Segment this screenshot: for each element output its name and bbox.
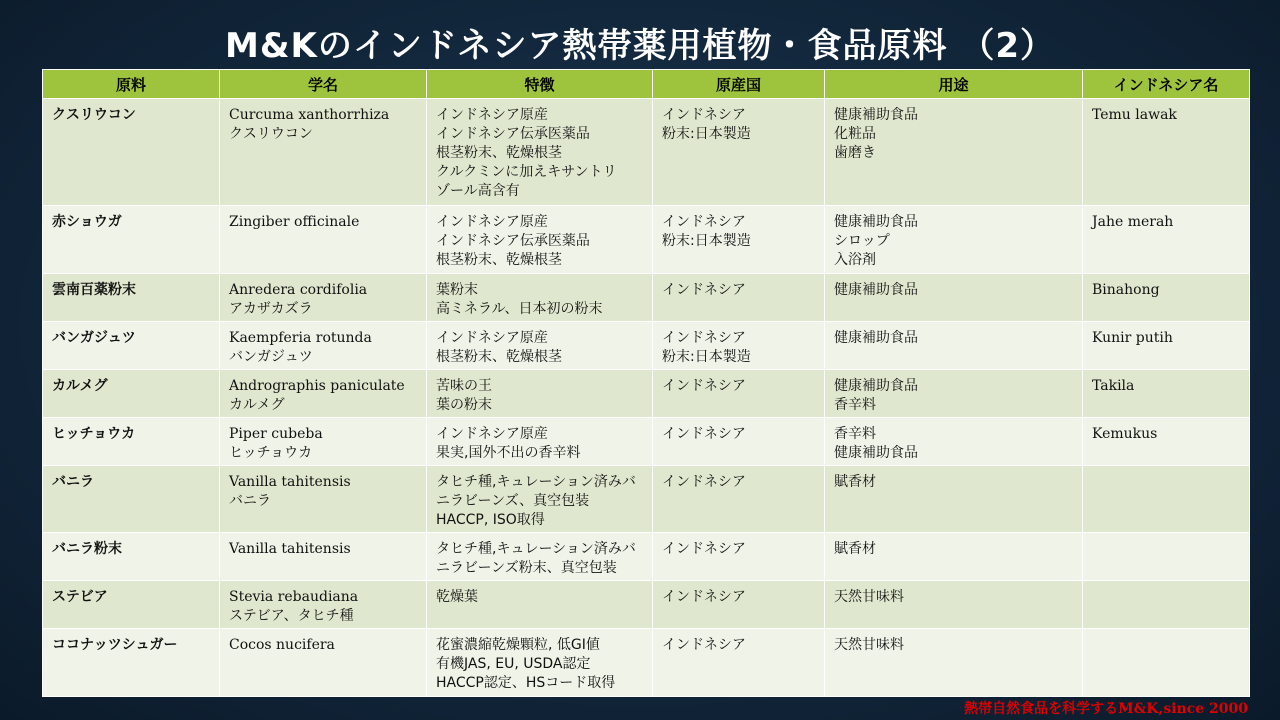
cell-ingredient: カルメグ	[43, 370, 220, 418]
cell-scientific-name: Curcuma xanthorrhiza クスリウコン	[220, 99, 427, 206]
footer-tagline: 熱帯自然食品を科学するM&K,since 2000	[964, 701, 1248, 717]
cell-features: インドネシア原産 根茎粉末、乾燥根茎	[427, 322, 653, 370]
cell-features: インドネシア原産 インドネシア伝承医薬品 根茎粉末、乾燥根茎 クルクミンに加えキサントリ ゾール高含有	[427, 99, 653, 206]
cell-scientific-name: Zingiber officinale	[220, 206, 427, 274]
cell-uses: 賦香材	[825, 533, 1083, 581]
table-row	[43, 418, 1250, 466]
cell-uses: 天然甘味料	[825, 629, 1083, 697]
cell-ingredient: バニラ粉末	[43, 533, 220, 581]
column-header-uses: 用途	[825, 70, 1083, 99]
cell-indonesian-name: Binahong	[1083, 274, 1250, 322]
cell-origin: インドネシア 粉末:日本製造	[653, 99, 825, 206]
cell-scientific-name: Vanilla tahitensis	[220, 533, 427, 581]
cell-uses: 健康補助食品 化粧品 歯磨き	[825, 99, 1083, 206]
page-title: M&Kのインドネシア熱帯薬用植物・食品原料 （2）	[225, 26, 1055, 66]
cell-ingredient: バニラ	[43, 466, 220, 533]
cell-ingredient: 赤ショウガ	[43, 206, 220, 274]
cell-uses: 香辛料 健康補助食品	[825, 418, 1083, 466]
cell-indonesian-name: Takila	[1083, 370, 1250, 418]
cell-origin: インドネシア	[653, 533, 825, 581]
table-row	[43, 533, 1250, 581]
cell-origin: インドネシア 粉末:日本製造	[653, 206, 825, 274]
cell-indonesian-name: Kunir putih	[1083, 322, 1250, 370]
table-row	[43, 206, 1250, 274]
cell-uses: 健康補助食品 シロップ 入浴剤	[825, 206, 1083, 274]
cell-indonesian-name	[1083, 466, 1250, 533]
cell-ingredient: ステビア	[43, 581, 220, 629]
cell-origin: インドネシア	[653, 370, 825, 418]
cell-origin: インドネシア 粉末:日本製造	[653, 322, 825, 370]
cell-features: 苦味の王 葉の粉末	[427, 370, 653, 418]
column-header-indonesian-name: インドネシア名	[1083, 70, 1250, 99]
cell-scientific-name: Kaempferia rotunda バンガジュツ	[220, 322, 427, 370]
cell-origin: インドネシア	[653, 629, 825, 697]
column-header-features: 特徴	[427, 70, 653, 99]
cell-indonesian-name: Temu lawak	[1083, 99, 1250, 206]
cell-indonesian-name	[1083, 629, 1250, 697]
cell-uses: 健康補助食品	[825, 322, 1083, 370]
column-header-scientific-name: 学名	[220, 70, 427, 99]
table-row	[43, 274, 1250, 322]
cell-origin: インドネシア	[653, 418, 825, 466]
cell-features: インドネシア原産 果実,国外不出の香辛料	[427, 418, 653, 466]
cell-features: タヒチ種,キュレーション済みバ ニラビーンズ、真空包装 HACCP, ISO取得	[427, 466, 653, 533]
cell-features: 乾燥葉	[427, 581, 653, 629]
cell-features: 花蜜濃縮乾燥顆粒, 低GI値 有機JAS, EU, USDA認定 HACCP認定、HSコード取得	[427, 629, 653, 697]
table-row	[43, 629, 1250, 697]
cell-uses: 健康補助食品 香辛料	[825, 370, 1083, 418]
cell-features: インドネシア原産 インドネシア伝承医薬品 根茎粉末、乾燥根茎	[427, 206, 653, 274]
table-row	[43, 581, 1250, 629]
cell-uses: 賦香材	[825, 466, 1083, 533]
table-header-row	[43, 70, 1250, 99]
cell-scientific-name: Vanilla tahitensis バニラ	[220, 466, 427, 533]
cell-scientific-name: Anredera cordifolia アカザカズラ	[220, 274, 427, 322]
cell-ingredient: バンガジュツ	[43, 322, 220, 370]
cell-origin: インドネシア	[653, 274, 825, 322]
ingredients-table	[42, 69, 1250, 697]
table-row	[43, 99, 1250, 206]
cell-ingredient: クスリウコン	[43, 99, 220, 206]
cell-origin: インドネシア	[653, 466, 825, 533]
table-row	[43, 322, 1250, 370]
cell-ingredient: ヒッチョウカ	[43, 418, 220, 466]
cell-scientific-name: Stevia rebaudiana ステビア、タヒチ種	[220, 581, 427, 629]
cell-features: 葉粉末 高ミネラル、日本初の粉末	[427, 274, 653, 322]
cell-indonesian-name: Kemukus	[1083, 418, 1250, 466]
cell-scientific-name: Andrographis paniculate カルメグ	[220, 370, 427, 418]
cell-indonesian-name	[1083, 581, 1250, 629]
cell-indonesian-name: Jahe merah	[1083, 206, 1250, 274]
cell-ingredient: 雲南百薬粉末	[43, 274, 220, 322]
table-row	[43, 370, 1250, 418]
cell-uses: 天然甘味料	[825, 581, 1083, 629]
cell-scientific-name: Piper cubeba ヒッチョウカ	[220, 418, 427, 466]
cell-scientific-name: Cocos nucifera	[220, 629, 427, 697]
cell-ingredient: ココナッツシュガー	[43, 629, 220, 697]
cell-origin: インドネシア	[653, 581, 825, 629]
cell-indonesian-name	[1083, 533, 1250, 581]
column-header-origin: 原産国	[653, 70, 825, 99]
cell-uses: 健康補助食品	[825, 274, 1083, 322]
cell-features: タヒチ種,キュレーション済みバ ニラビーンズ粉末、真空包装	[427, 533, 653, 581]
table-row	[43, 466, 1250, 533]
column-header-ingredient: 原料	[43, 70, 220, 99]
